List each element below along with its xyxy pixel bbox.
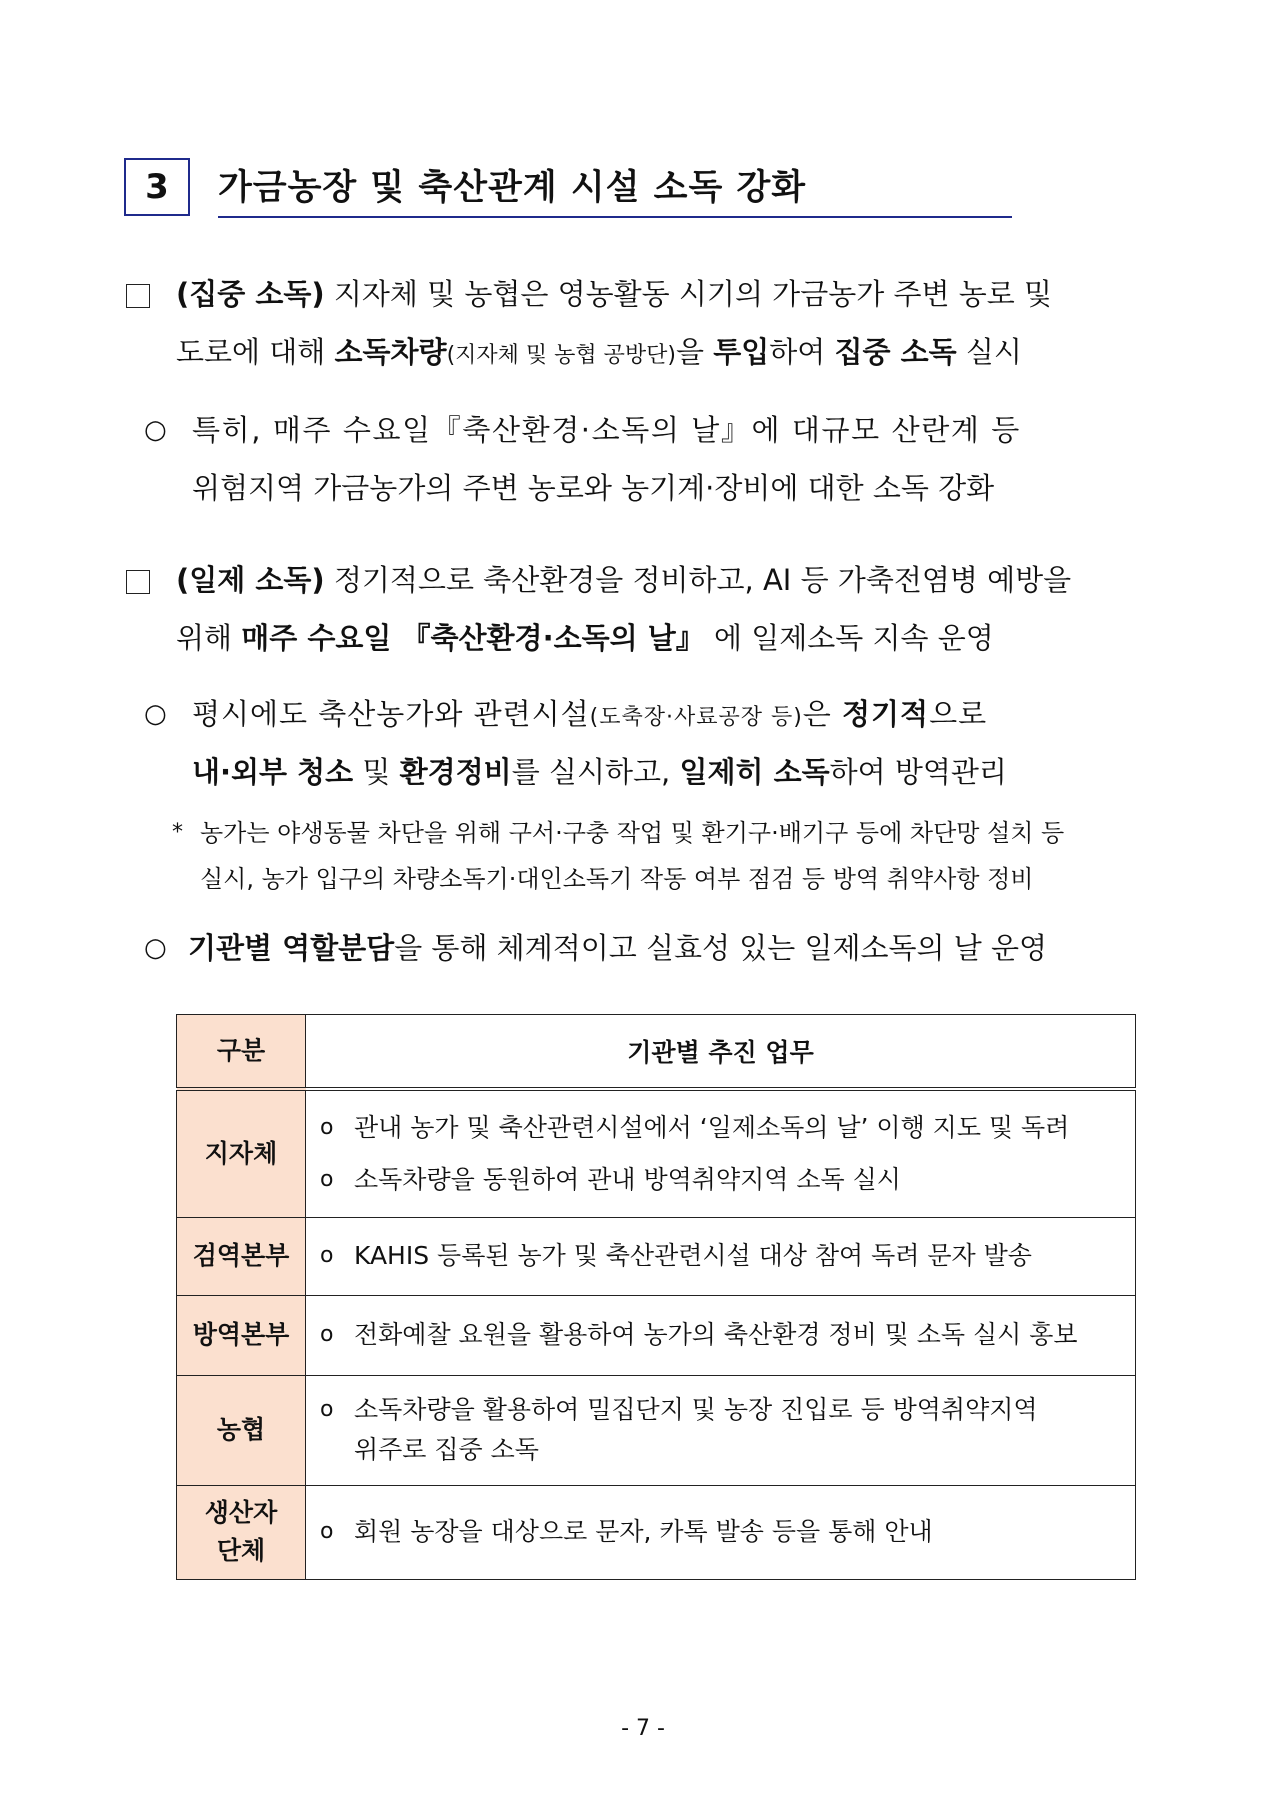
sub2-text: 하여 방역관리 <box>829 755 1007 789</box>
task-line <box>320 1512 1123 1552</box>
task-text: 소독차량을 활용하여 밀집단지 및 농장 진입로 등 방역취약지역 <box>354 1395 1038 1424</box>
table-task-cell <box>306 1485 1136 1579</box>
table-task-cell <box>306 1217 1136 1295</box>
table-org-cell: 농협 <box>177 1375 306 1485</box>
sub1-line2: 위험지역 가금농가의 주변 농로와 농기계·장비에 대한 소독 강화 <box>192 471 995 505</box>
checkbox-square-icon <box>126 570 150 594</box>
note-line2: 실시, 농가 입구의 차량소독기·대인소독기 작동 여부 점검 등 방역 취약사항 정비 <box>200 865 1034 893</box>
sub2-text: 으로 <box>929 697 988 731</box>
sub2-text: 환경정비 <box>399 755 512 789</box>
task-text: 회원 농장을 대상으로 문자, 카톡 발송 등을 통해 안내 <box>354 1517 933 1546</box>
table-header-row <box>177 1015 1136 1090</box>
page-number: - 7 - <box>621 1716 665 1741</box>
bullet-icon: o <box>320 1519 334 1544</box>
sub3-line <box>188 928 1047 968</box>
table-header-cell: 구분 <box>177 1015 306 1090</box>
item1-line1 <box>176 274 1052 314</box>
task-continuation: 위주로 집중 소독 <box>354 1435 539 1464</box>
table-row <box>177 1375 1136 1485</box>
item2-tag: (일제 소독) <box>176 563 325 597</box>
checkbox-square-icon <box>126 284 150 308</box>
table-org-cell: 방역본부 <box>177 1295 306 1375</box>
item2-text: 위해 <box>176 621 242 655</box>
item1-text: (지자체 및 농협 공방단) <box>446 343 676 368</box>
task-line <box>320 1315 1123 1355</box>
bullet-icon: o <box>320 1397 334 1422</box>
sub2-text: 은 <box>802 697 843 731</box>
section-number: 3 <box>124 158 190 216</box>
section-underline <box>218 216 1012 218</box>
sub2-text: 평시에도 축산농가와 관련시설 <box>192 697 590 731</box>
sub2-text: 를 실시하고, <box>511 755 680 789</box>
item1-line1-text: 지자체 및 농협은 영농활동 시기의 가금농가 주변 농로 및 <box>324 277 1052 311</box>
table-org-cell <box>177 1485 306 1579</box>
item2-line1 <box>176 560 1071 600</box>
item1-text: 집중 소독 <box>834 335 957 369</box>
sub1-line1: 특히, 매주 수요일『축산환경·소독의 날』에 대규모 산란계 등 <box>192 413 1021 447</box>
bullet-icon: o <box>320 1243 334 1268</box>
task-line <box>320 1390 1123 1430</box>
sub2-text: 정기적 <box>842 697 930 731</box>
item1-text: 투입 <box>713 335 770 369</box>
bullet-icon: o <box>320 1114 334 1140</box>
item2-text: 매주 수요일 『축산환경·소독의 날』 <box>241 621 705 655</box>
item2-line2 <box>176 618 994 658</box>
task-text: 관내 농가 및 축산관련시설에서 ‘일제소독의 날’ 이행 지도 및 독려 <box>354 1112 1070 1142</box>
table-row <box>177 1089 1136 1217</box>
bullet-icon: o <box>320 1322 334 1347</box>
item1-text: 도로에 대해 <box>176 335 335 369</box>
table-header-cell: 기관별 추진 업무 <box>306 1015 1136 1090</box>
task-line <box>320 1236 1123 1276</box>
section-title: 가금농장 및 축산관계 시설 소독 강화 <box>218 168 807 208</box>
table-org-cell: 검역본부 <box>177 1217 306 1295</box>
table-org-cell: 지자체 <box>177 1089 306 1217</box>
circle-bullet-icon: ○ <box>144 415 167 445</box>
sub2-line1 <box>192 694 987 738</box>
sub2-text: (도축장·사료공장 등) <box>589 705 803 730</box>
sub3-text: 을 통해 체계적이고 실효성 있는 일제소독의 날 운영 <box>394 931 1048 965</box>
sub2-line2 <box>192 752 1007 792</box>
agency-duty-table <box>176 1014 1136 1580</box>
circle-bullet-icon: ○ <box>144 933 167 963</box>
table-task-cell <box>306 1089 1136 1217</box>
task-line <box>320 1160 1123 1200</box>
item1-line2 <box>176 332 1022 376</box>
sub2-text: 내·외부 청소 <box>192 755 354 789</box>
note-line1: 농가는 야생동물 차단을 위해 구서·구충 작업 및 환기구·배기구 등에 차단망 설치 등 <box>200 819 1065 847</box>
section-heading <box>124 158 1012 220</box>
item1-text: 을 <box>676 335 714 369</box>
item1-tag: (집중 소독) <box>176 277 325 311</box>
task-text: 소독차량을 동원하여 관내 방역취약지역 소독 실시 <box>354 1164 901 1194</box>
sub3-text: 기관별 역할분담 <box>188 931 395 965</box>
note-star: * <box>172 820 183 845</box>
task-text: 전화예찰 요원을 활용하여 농가의 축산환경 정비 및 소독 실시 홍보 <box>354 1320 1078 1349</box>
sub2-text: 및 <box>353 755 400 789</box>
task-line <box>320 1108 1123 1148</box>
item2-text: 에 일제소독 지속 운영 <box>704 621 994 655</box>
org-name-line: 단체 <box>216 1536 266 1565</box>
table-row <box>177 1485 1136 1579</box>
table-row <box>177 1295 1136 1375</box>
item1-text: 하여 <box>769 335 835 369</box>
table-row <box>177 1217 1136 1295</box>
table-task-cell <box>306 1295 1136 1375</box>
sub2-text: 일제히 소독 <box>679 755 830 789</box>
bullet-icon: o <box>320 1166 334 1192</box>
org-name-line: 생산자 <box>204 1498 278 1527</box>
table-task-cell <box>306 1375 1136 1485</box>
task-text: KAHIS 등록된 농가 및 축산관련시설 대상 참여 독려 문자 발송 <box>354 1241 1032 1270</box>
item1-text: 실시 <box>956 335 1022 369</box>
item1-text: 소독차량 <box>334 335 447 369</box>
item2-line1-text: 정기적으로 축산환경을 정비하고, AI 등 가축전염병 예방을 <box>324 563 1072 597</box>
circle-bullet-icon: ○ <box>144 699 167 729</box>
